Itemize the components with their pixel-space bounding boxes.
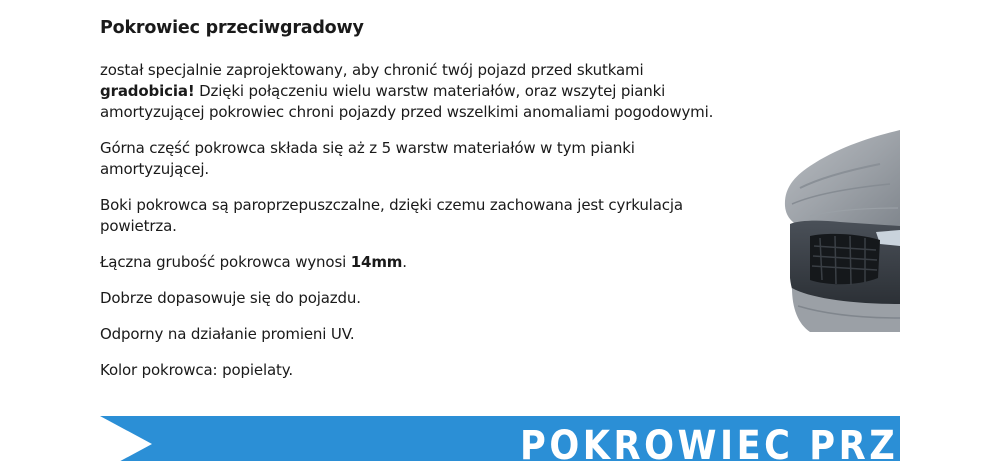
p1-text-3: amortyzującej pokrowiec chroni pojazdy przed wszelkimi anomaliami pogodowymi. (100, 103, 714, 121)
description-paragraph-3 (100, 195, 740, 237)
covered-car-illustration (780, 128, 900, 332)
description-paragraph-2 (100, 138, 740, 180)
p1-bold-hail: gradobicia! (100, 82, 195, 100)
banner-heading: POKROWIEC PRZEC (520, 423, 956, 469)
description-title: Pokrowiec przeciwgradowy (100, 18, 364, 38)
product-photo (780, 128, 900, 332)
p4-thickness: 14mm (350, 253, 403, 271)
p2-line-2: amortyzującej. (100, 160, 209, 178)
p1-text-1: został specjalnie zaprojektowany, aby chronić twój pojazd przed skutkami (100, 61, 644, 79)
p1-text-2: Dzięki połączeniu wielu warstw materiałów, oraz wszytej pianki (194, 82, 666, 100)
p4-prefix: Łączna grubość pokrowca wynosi (100, 253, 351, 271)
p3-line-1: Boki pokrowca są paroprzepuszczalne, dzięki czemu zachowana jest cyrkulacja (100, 196, 683, 214)
p4-suffix: . (402, 253, 407, 271)
description-paragraph-4 (100, 252, 740, 273)
description-paragraph-7: Kolor pokrowca: popielaty. (100, 361, 293, 379)
description-paragraph-1 (100, 60, 740, 123)
arrow-right-icon (100, 416, 170, 461)
description-paragraph-5: Dobrze dopasowuje się do pojazdu. (100, 289, 361, 307)
promo-banner (100, 416, 956, 469)
product-description (100, 16, 740, 396)
p2-line-1: Górna część pokrowca składa się aż z 5 warstw materiałów w tym pianki (100, 139, 635, 157)
description-paragraph-6: Odporny na działanie promieni UV. (100, 325, 355, 343)
p3-line-2: powietrza. (100, 217, 177, 235)
